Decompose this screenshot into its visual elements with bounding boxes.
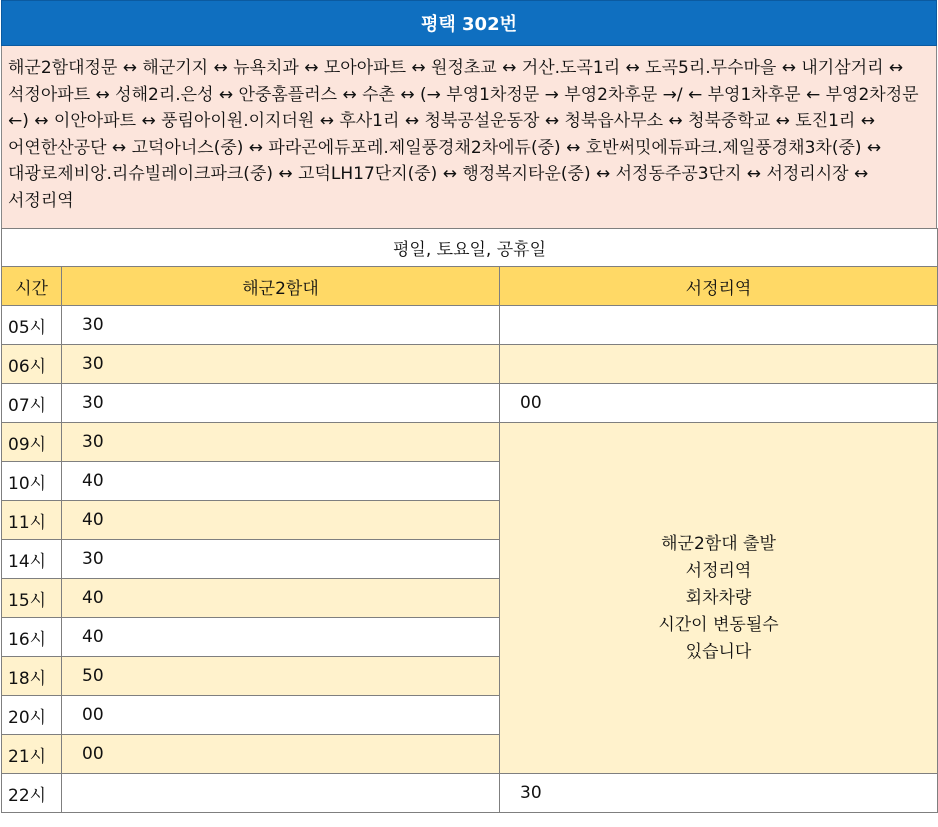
hour-cell: 20시 xyxy=(2,696,62,735)
header-hour: 시간 xyxy=(2,267,62,306)
seojeongri-time-cell: 30 xyxy=(500,774,938,813)
haegun-time-cell: 30 xyxy=(62,306,500,345)
haegun-time-cell: 30 xyxy=(62,345,500,384)
hour-cell: 18시 xyxy=(2,657,62,696)
table-row xyxy=(2,384,938,423)
table-row xyxy=(2,306,938,345)
haegun-time-cell: 40 xyxy=(62,579,500,618)
notice-line: 서정리역 xyxy=(685,560,752,581)
notice-cell xyxy=(500,423,938,774)
table-row xyxy=(2,423,938,462)
hour-cell: 07시 xyxy=(2,384,62,423)
page-title: 평택 302번 xyxy=(1,0,937,46)
haegun-time-cell: 30 xyxy=(62,540,500,579)
notice-line: 회차차량 xyxy=(685,587,752,608)
hour-cell: 21시 xyxy=(2,735,62,774)
haegun-time-cell: 40 xyxy=(62,618,500,657)
notice-line: 있습니다 xyxy=(685,641,752,662)
hour-cell: 05시 xyxy=(2,306,62,345)
hour-cell: 11시 xyxy=(2,501,62,540)
hour-cell: 14시 xyxy=(2,540,62,579)
haegun-time-cell: 50 xyxy=(62,657,500,696)
seojeongri-time-cell xyxy=(500,306,938,345)
timetable xyxy=(1,0,937,813)
hour-cell: 09시 xyxy=(2,423,62,462)
hour-cell: 22시 xyxy=(2,774,62,813)
hour-cell: 06시 xyxy=(2,345,62,384)
haegun-time-cell: 30 xyxy=(62,423,500,462)
haegun-time-cell: 40 xyxy=(62,501,500,540)
header-seojeongri: 서정리역 xyxy=(500,267,938,306)
haegun-time-cell xyxy=(62,774,500,813)
table-row xyxy=(2,345,938,384)
header-haegun: 해군2함대 xyxy=(62,267,500,306)
day-type-label: 평일, 토요일, 공휴일 xyxy=(2,229,938,267)
schedule-table xyxy=(1,228,938,813)
haegun-time-cell: 00 xyxy=(62,696,500,735)
haegun-time-cell: 30 xyxy=(62,384,500,423)
hour-cell: 10시 xyxy=(2,462,62,501)
seojeongri-time-cell: 00 xyxy=(500,384,938,423)
route-description: 해군2함대정문 ↔ 해군기지 ↔ 뉴욕치과 ↔ 모아아파트 ↔ 원정초교 ↔ 거산.도곡1리 ↔ 도곡5리.무수마을 ↔ 내기삼거리 ↔ 석정아파트 ↔ 성해2리.은성 ↔ 안중홈플러스 ↔ 수촌 ↔ (→ 부영1차정문 → 부영2차후문 →/ ← 부영1차후문 ← 부영2차정문 ←) ↔ 이안아파트 ↔ 풍림아이원.이지더원 ↔ 후사1리 ↔ 청북공설운동장 ↔ 청북읍사무소 ↔ 청북중학교 ↔ 토진1리 ↔ 어연한산공단 ↔ 고덕아너스(중) ↔ 파라곤에듀포레.제일풍경채2차에듀(중) ↔ 호반써밋에듀파크.제일풍경채3차(중) ↔ 대광로제비앙.리슈빌레이크파크(중) ↔ 고덕LH17단지(중) ↔ 행정복지타운(중) ↔ 서정동주공3단지 ↔ 서정리시장 ↔ 서정리역 xyxy=(1,46,937,228)
hour-cell: 16시 xyxy=(2,618,62,657)
table-row xyxy=(2,774,938,813)
haegun-time-cell: 00 xyxy=(62,735,500,774)
notice-line: 시간이 변동될수 xyxy=(658,614,779,635)
haegun-time-cell: 40 xyxy=(62,462,500,501)
notice-line: 해군2함대 출발 xyxy=(661,533,776,554)
hour-cell: 15시 xyxy=(2,579,62,618)
seojeongri-time-cell xyxy=(500,345,938,384)
